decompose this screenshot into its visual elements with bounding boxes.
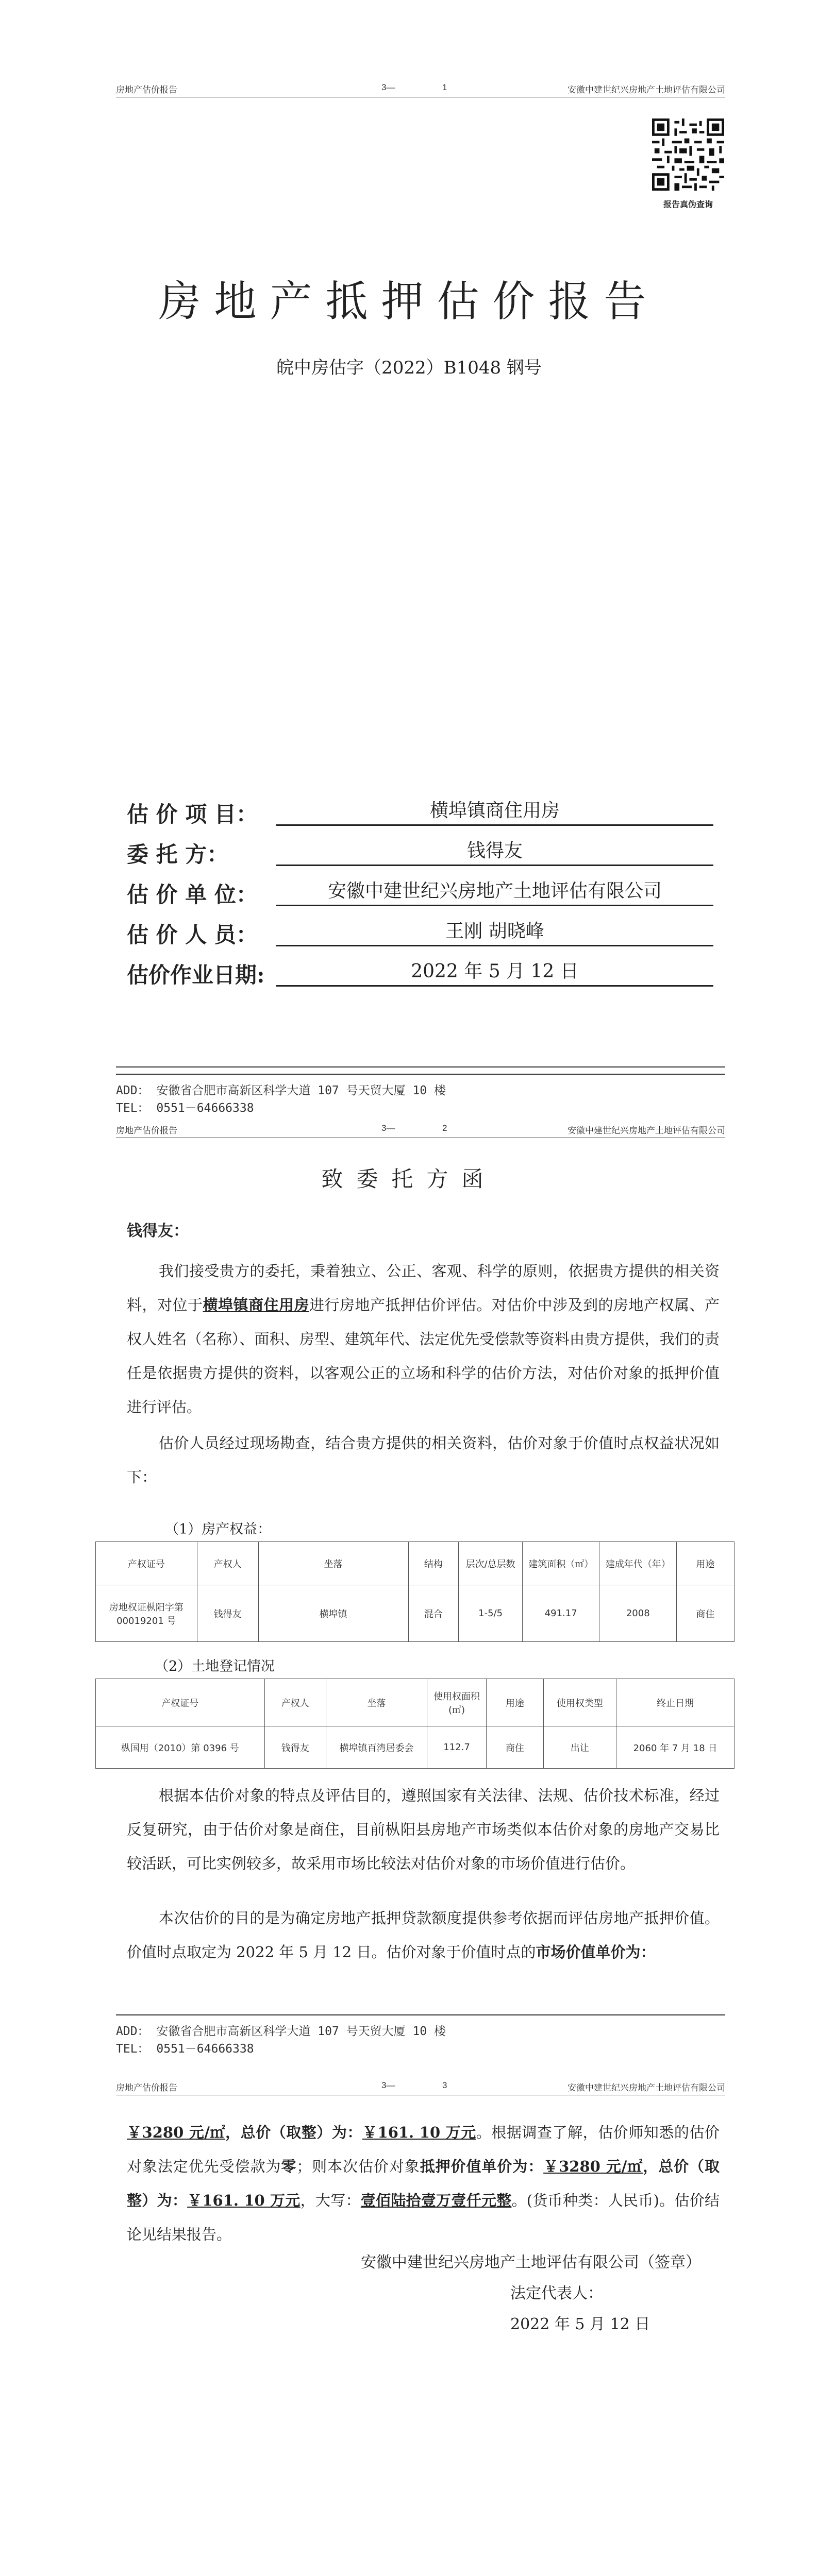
footer-address: ADD： 安徽省合肥市高新区科学大道 107 号天贸大厦 10 楼 (116, 1084, 446, 1097)
footer-rule (116, 2014, 725, 2015)
letter-paragraph-4: 本次估价的目的是为确定房地产抵押贷款额度提供参考依据而评估房地产抵押价值。价值时点取定为 2022 年 5 月 12 日。估价对象于价值时点的市场价值单价为： (127, 1909, 720, 1961)
table-header: 使用权类型 (543, 1679, 616, 1726)
signature-company: 安徽中建世纪兴房地产土地评估有限公司（签章） (361, 2253, 701, 2272)
info-label: 估价作业日期: (127, 962, 265, 988)
table-header: 产权人 (197, 1542, 258, 1585)
table-header: 结构 (408, 1542, 459, 1585)
footer-phone: TEL： 0551－64666338 (116, 2042, 254, 2056)
header-left: 房地产估价报告 (116, 1126, 177, 1136)
header-right: 安徽中建世纪兴房地产土地评估有限公司 (567, 2083, 725, 2093)
footer-address: ADD： 安徽省合肥市高新区科学大道 107 号天贸大厦 10 楼 (116, 2025, 446, 2038)
page-header (0, 82, 818, 98)
letter-paragraph-1: 我们接受贵方的委托，秉着独立、公正、客观、科学的原则，依据贵方提供的相关资料，对位于横埠镇商住用房进行房地产抵押估价评估。对估价中涉及到的房地产权属、产权人姓名（名称）、面积、房型、建筑年代、法定优先受偿款等资料由贵方提供，我们的责任是依据贵方提供的资料，以客观公正的立场和科学的估价方法，对估价对象的抵押价值进行评估。 (127, 1262, 720, 1416)
qr-code-icon[interactable] (652, 118, 724, 191)
table-cell: 1-5/5 (459, 1585, 523, 1642)
table-header: 用途 (487, 1679, 544, 1726)
table-cell: 491.17 (522, 1585, 599, 1642)
table-header: 层次/总层数 (459, 1542, 523, 1585)
header-page-prefix: 3— (381, 2080, 395, 2090)
page-header (0, 1123, 818, 1139)
table2-caption: （2）土地登记情况 (155, 1658, 275, 1674)
property-rights-table (95, 1541, 734, 1642)
table-header: 产权证号 (96, 1542, 197, 1585)
header-right: 安徽中建世纪兴房地产土地评估有限公司 (567, 1126, 725, 1136)
table1-caption: （1）房产权益： (165, 1521, 272, 1537)
letter-paragraph-2: 估价人员经过现场勘查，结合贵方提供的相关资料，估价对象于价值时点权益状况如下： (127, 1434, 720, 1486)
divider (116, 1066, 725, 1067)
info-value: 王刚 胡晓峰 (276, 918, 713, 946)
header-page-number: 2 (442, 1123, 447, 1133)
table-header: 产权证号 (96, 1679, 265, 1726)
table-header: 产权人 (264, 1679, 326, 1726)
table-header: 建筑面积（㎡） (522, 1542, 599, 1585)
info-value: 横埠镇商住用房 (276, 798, 713, 826)
header-page-prefix: 3— (381, 1123, 395, 1133)
info-value: 安徽中建世纪兴房地产土地评估有限公司 (276, 878, 713, 906)
qr-label: 报告真伪查询 (663, 200, 713, 209)
info-label: 估 价 项 目： (127, 802, 258, 827)
header-left: 房地产估价报告 (116, 2083, 177, 2093)
letter-salute: 钱得友： (127, 1222, 189, 1240)
header-right: 安徽中建世纪兴房地产土地评估有限公司 (567, 85, 725, 95)
table-cell: 横埠镇 (258, 1585, 408, 1642)
info-label: 委 托 方： (127, 842, 229, 867)
signature-representative: 法定代表人： (510, 2284, 603, 2302)
table-header: 使用权面积(㎡) (427, 1679, 487, 1726)
table-header: 坐落 (258, 1542, 408, 1585)
page-footer (116, 1074, 725, 1117)
footer-phone: TEL： 0551－64666338 (116, 1101, 254, 1115)
header-page-number: 3 (442, 2080, 447, 2090)
page-header (0, 2080, 818, 2096)
report-number: 皖中房估字（2022）B1048 钢号 (276, 358, 542, 378)
table-cell: 钱得友 (197, 1585, 258, 1642)
table-cell: 出让 (543, 1726, 616, 1769)
table-cell: 112.7 (427, 1726, 487, 1769)
letter-paragraph-5: ￥3280 元/㎡，总价（取整）为：￥161. 10 万元。根据调查了解，估价师知悉的估价对象法定优先受偿款为零；则本次估价对象抵押价值单价为：￥3280 元/㎡，总价（取整）为：￥161. 10 万元，大写：壹佰陆拾壹万壹仟元整。(货币种类：人民币)。估价结论见结果报告。 (127, 2124, 720, 2243)
footer-rule (116, 1074, 725, 1075)
header-page-number: 1 (442, 82, 447, 92)
report-title: 房地产抵押估价报告 (158, 277, 660, 326)
page-footer (116, 2014, 725, 2058)
table-header: 终止日期 (616, 1679, 734, 1726)
info-value: 钱得友 (276, 838, 713, 866)
table-cell: 2060 年 7 月 18 日 (616, 1726, 734, 1769)
table-cell: 混合 (408, 1585, 459, 1642)
table-cell: 横埠镇百湾居委会 (326, 1726, 427, 1769)
header-left: 房地产估价报告 (116, 85, 177, 95)
table-cell: 商住 (677, 1585, 734, 1642)
info-value: 2022 年 5 月 12 日 (276, 958, 713, 987)
table-cell: 房地权证枞阳字第00019201 号 (96, 1585, 197, 1642)
table-header: 用途 (677, 1542, 734, 1585)
table-cell: 2008 (599, 1585, 677, 1642)
signature-date: 2022 年 5 月 12 日 (510, 2315, 650, 2333)
info-label: 估 价 人 员： (127, 922, 258, 947)
header-page-prefix: 3— (381, 82, 395, 92)
letter-title: 致委托方函 (321, 1166, 497, 1192)
table-cell: 钱得友 (264, 1726, 326, 1769)
table-cell: 商住 (487, 1726, 544, 1769)
table-header: 建成年代（年） (599, 1542, 677, 1585)
letter-paragraph-3: 根据本估价对象的特点及评估目的，遵照国家有关法律、法规、估价技术标准，经过反复研究，由于估价对象是商住，目前枞阳县房地产市场类似本估价对象的房地产交易比较活跃，可比实例较多，故采用市场比较法对估价对象的市场价值进行估价。 (127, 1787, 720, 1872)
land-registration-table (95, 1679, 734, 1769)
table-header: 坐落 (326, 1679, 427, 1726)
info-label: 估 价 单 位： (127, 882, 258, 907)
table-cell: 枞国用（2010）第 0396 号 (96, 1726, 265, 1769)
